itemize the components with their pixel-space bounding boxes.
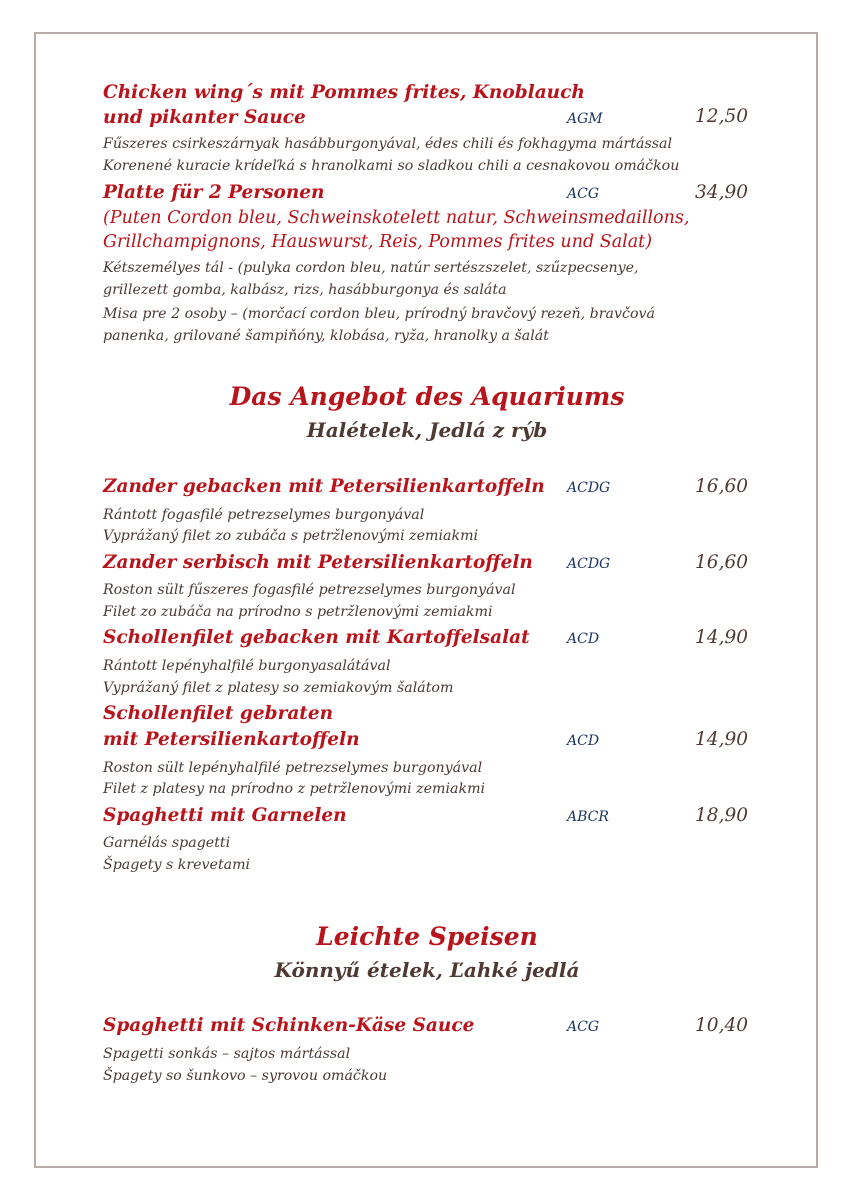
- dish-description-sk: Vyprážaný filet zo zubáča s petržlenovými zemiakmi: [103, 528, 479, 544]
- dish-price: 10,40: [695, 1015, 748, 1036]
- dish-description-sk: Vyprážaný filet z platesy so zemiakovým šalátom: [103, 680, 454, 696]
- allergen-codes: ACDG: [567, 480, 611, 496]
- dish-description-hu: Roston sült fűszeres fogasfilé petrezselymes burgonyával: [103, 582, 516, 598]
- allergen-codes: AGM: [567, 111, 603, 127]
- allergen-codes: ACD: [567, 733, 600, 749]
- dish-description-hu: grillezett gomba, kalbász, rizs, hasábburgonya és saláta: [103, 282, 507, 298]
- dish-price: 16,60: [695, 476, 748, 497]
- dish-description-hu: Kétszemélyes tál - (pulyka cordon bleu, natúr sertészszelet, szűzpecsenye,: [103, 260, 639, 276]
- dish-name: Schollenfilet gebacken mit Kartoffelsalat: [103, 627, 530, 648]
- dish-description-hu: Roston sült lepényhalfilé petrezselymes burgonyával: [103, 760, 483, 776]
- dish-price: 14,90: [695, 627, 748, 648]
- dish-description-hu: Rántott lepényhalfilé burgonyasalátával: [103, 658, 391, 674]
- dish-description-sk: Špagety s krevetami: [103, 857, 251, 873]
- dish-description-de: Grillchampignons, Hauswurst, Reis, Pommes frites und Salat): [103, 232, 653, 252]
- dish-description-hu: Fűszeres csirkeszárnyak hasábburgonyával, édes chili és fokhagyma mártással: [103, 136, 673, 152]
- section-title: Leichte Speisen: [316, 922, 538, 951]
- dish-description-sk: panenka, grilované šampiňóny, klobása, ryža, hranolky a šalát: [103, 328, 549, 344]
- dish-name: mit Petersilienkartoffeln: [103, 729, 360, 750]
- dish-price: 12,50: [695, 106, 748, 127]
- dish-description-sk: Korenené kuracie krídeľká s hranolkami so sladkou chili a cesnakovou omáčkou: [103, 158, 680, 174]
- dish-description-hu: Rántott fogasfilé petrezselymes burgonyával: [103, 507, 425, 523]
- allergen-codes: ACD: [567, 631, 600, 647]
- dish-description-sk: Filet z platesy na prírodno z petržlenovými zemiakmi: [103, 781, 486, 797]
- dish-name: Spaghetti mit Schinken-Käse Sauce: [103, 1015, 475, 1036]
- allergen-codes: ABCR: [567, 809, 609, 825]
- dish-name: Zander serbisch mit Petersilienkartoffeln: [103, 552, 533, 573]
- allergen-codes: ACG: [567, 1019, 600, 1035]
- dish-name: und pikanter Sauce: [103, 107, 306, 128]
- dish-description-sk: Filet zo zubáča na prírodno s petržlenovými zemiakmi: [103, 604, 493, 620]
- dish-name: Spaghetti mit Garnelen: [103, 805, 347, 826]
- dish-description-de: (Puten Cordon bleu, Schweinskotelett natur, Schweinsmedaillons,: [103, 208, 690, 228]
- dish-price: 14,90: [695, 729, 748, 750]
- allergen-codes: ACG: [567, 186, 600, 202]
- section-subtitle: Könnyű ételek, Ľahké jedlá: [274, 958, 580, 982]
- dish-name: Schollenfilet gebraten: [103, 703, 334, 724]
- section-title: Das Angebot des Aquariums: [229, 382, 625, 411]
- dish-description-hu: Spagetti sonkás – sajtos mártással: [103, 1046, 351, 1062]
- dish-name: Chicken wing´s mit Pommes frites, Knoblauch: [103, 82, 585, 103]
- section-subtitle: Halételek, Jedlá z rýb: [306, 418, 548, 442]
- dish-description-hu: Garnélás spagetti: [103, 835, 231, 851]
- allergen-codes: ACDG: [567, 556, 611, 572]
- dish-description-sk: Špagety so šunkovo – syrovou omáčkou: [103, 1068, 388, 1084]
- dish-description-sk: Misa pre 2 osoby – (morčací cordon bleu, prírodný bravčový rezeň, bravčová: [103, 306, 655, 322]
- dish-price: 18,90: [695, 805, 748, 826]
- dish-price: 34,90: [695, 182, 748, 203]
- dish-price: 16,60: [695, 552, 748, 573]
- dish-name: Zander gebacken mit Petersilienkartoffeln: [103, 476, 545, 497]
- dish-name: Platte für 2 Personen: [103, 182, 325, 203]
